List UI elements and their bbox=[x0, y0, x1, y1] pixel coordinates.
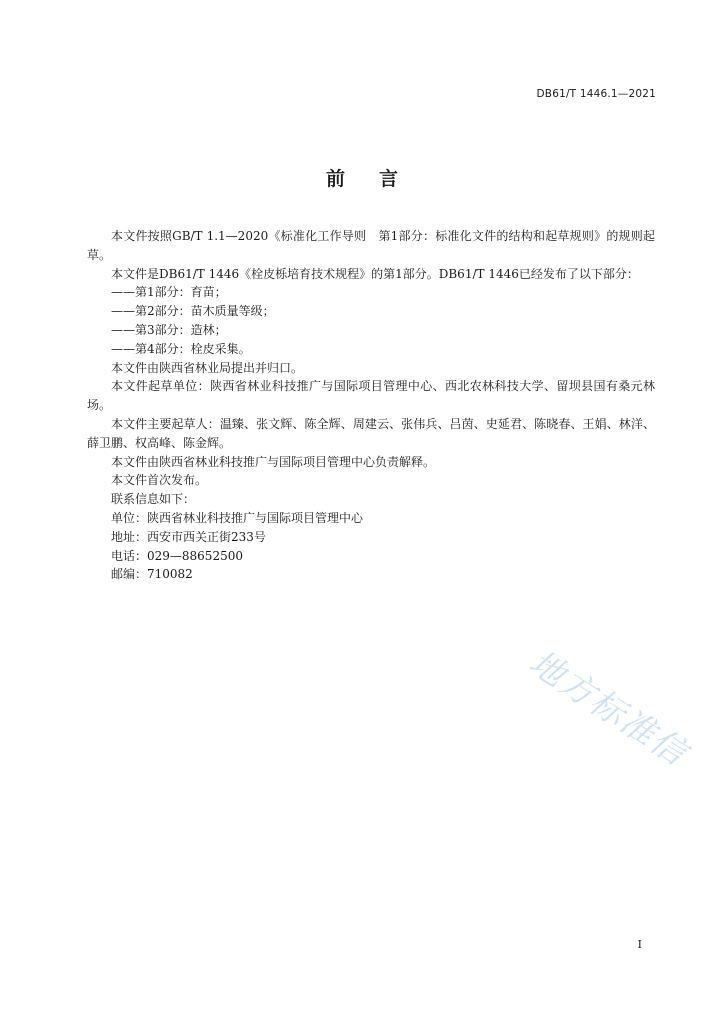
paragraph-drafting-units: 本文件起草单位：陕西省林业科技推广与国际项目管理中心、西北农林科技大学、留坝县国有桑元林场。 bbox=[87, 379, 655, 413]
watermark: 地方标准信 bbox=[521, 642, 695, 775]
list-item-part-2: ——第2部分：苗木质量等级； bbox=[111, 304, 275, 319]
paragraph-interpretation: 本文件由陕西省林业科技推广与国际项目管理中心负责解释。 bbox=[111, 454, 436, 469]
page-number: I bbox=[637, 938, 642, 951]
contact-address: 地址：西安市西关正街233号 bbox=[111, 529, 266, 544]
paragraph-proposer: 本文件由陕西省林业局提出并归口。 bbox=[111, 360, 304, 375]
foreword-body bbox=[87, 227, 655, 584]
paragraph-first-release: 本文件首次发布。 bbox=[111, 473, 208, 488]
list-item-part-3: ——第3部分：造林； bbox=[111, 322, 227, 337]
contact-unit: 单位：陕西省林业科技推广与国际项目管理中心 bbox=[111, 510, 364, 525]
list-item-part-4: ——第4部分：栓皮采集。 bbox=[111, 341, 251, 356]
paragraph-contact-heading: 联系信息如下： bbox=[111, 492, 196, 507]
paragraph-drafting-rules: 本文件按照GB/T 1.1—2020《标准化工作导则 第1部分：标准化文件的结构和起草规则》的规则起草。 bbox=[87, 229, 655, 262]
page-title: 前言 bbox=[325, 168, 432, 190]
contact-phone: 电话：029—88652500 bbox=[111, 548, 243, 563]
contact-postcode: 邮编：710082 bbox=[111, 567, 193, 582]
paragraph-main-drafters: 本文件主要起草人：温臻、张文辉、陈全辉、周建云、张伟兵、吕茵、史延君、陈晓春、王娟、林洋、薛卫鹏、权高峰、陈金辉。 bbox=[87, 416, 655, 450]
document-number: DB61/T 1446.1—2021 bbox=[536, 88, 656, 100]
list-item-part-1: ——第1部分：育苗； bbox=[111, 285, 227, 300]
paragraph-series-parts: 本文件是DB61/T 1446《栓皮栎培育技术规程》的第1部分。DB61/T 1446已经发布了以下部分： bbox=[111, 266, 639, 281]
